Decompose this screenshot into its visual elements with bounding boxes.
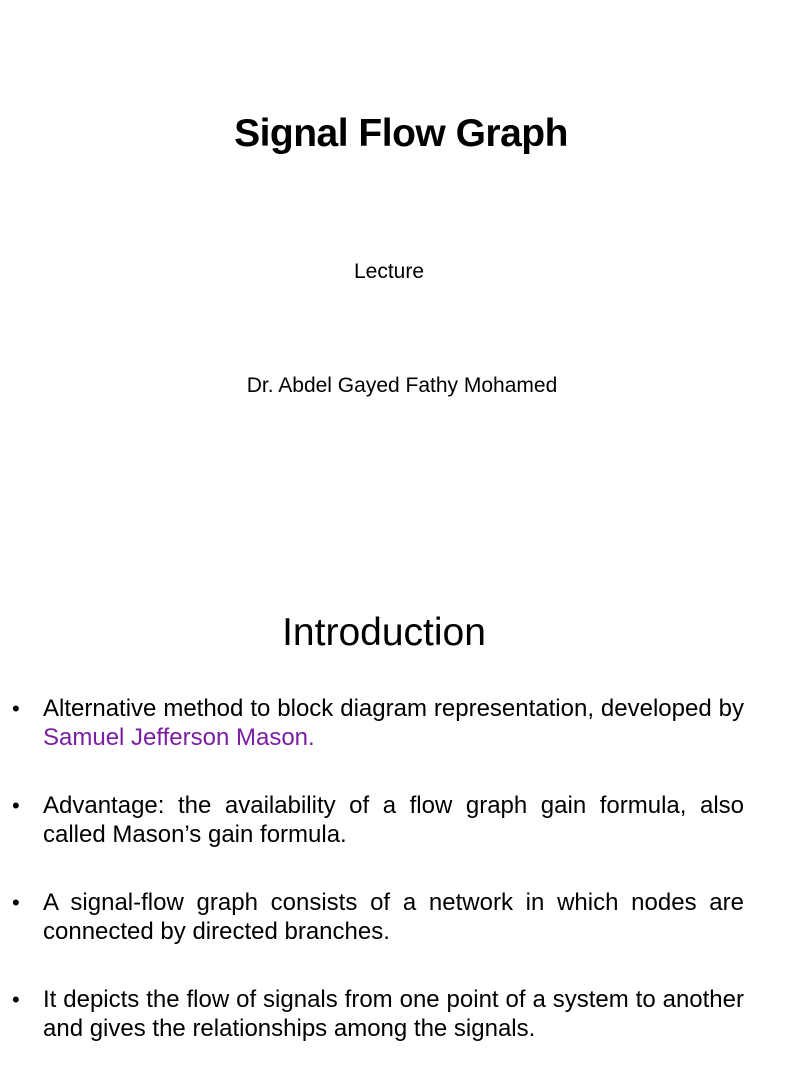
bullet-item [0, 888, 768, 946]
author-name: Dr. Abdel Gayed Fathy Mohamed [246, 374, 558, 397]
title-slide [0, 0, 768, 560]
mason-name-link[interactable]: Samuel Jefferson Mason. [43, 724, 315, 751]
bullet-item [0, 694, 768, 752]
bullet-list [0, 694, 768, 1082]
bullet-text: It depicts the flow of signals from one point of a system to another and gives the relationships among the signals. [43, 986, 744, 1042]
lecture-label: Lecture [353, 260, 425, 283]
bullet-item [0, 791, 768, 849]
slide-title: Signal Flow Graph [234, 112, 568, 155]
bullet-item [0, 985, 768, 1043]
bullet-icon: • [12, 793, 20, 818]
bullet-text: Alternative method to block diagram representation, developed by [43, 695, 744, 722]
bullet-icon: • [12, 696, 20, 721]
bullet-icon: • [12, 890, 20, 915]
bullet-icon: • [12, 987, 20, 1012]
bullet-text: A signal-flow graph consists of a network in which nodes are connected by directed branches. [43, 889, 744, 945]
bullet-text: Advantage: the availability of a flow graph gain formula, also called Mason’s gain formula. [43, 792, 744, 848]
introduction-heading: Introduction [282, 611, 486, 654]
